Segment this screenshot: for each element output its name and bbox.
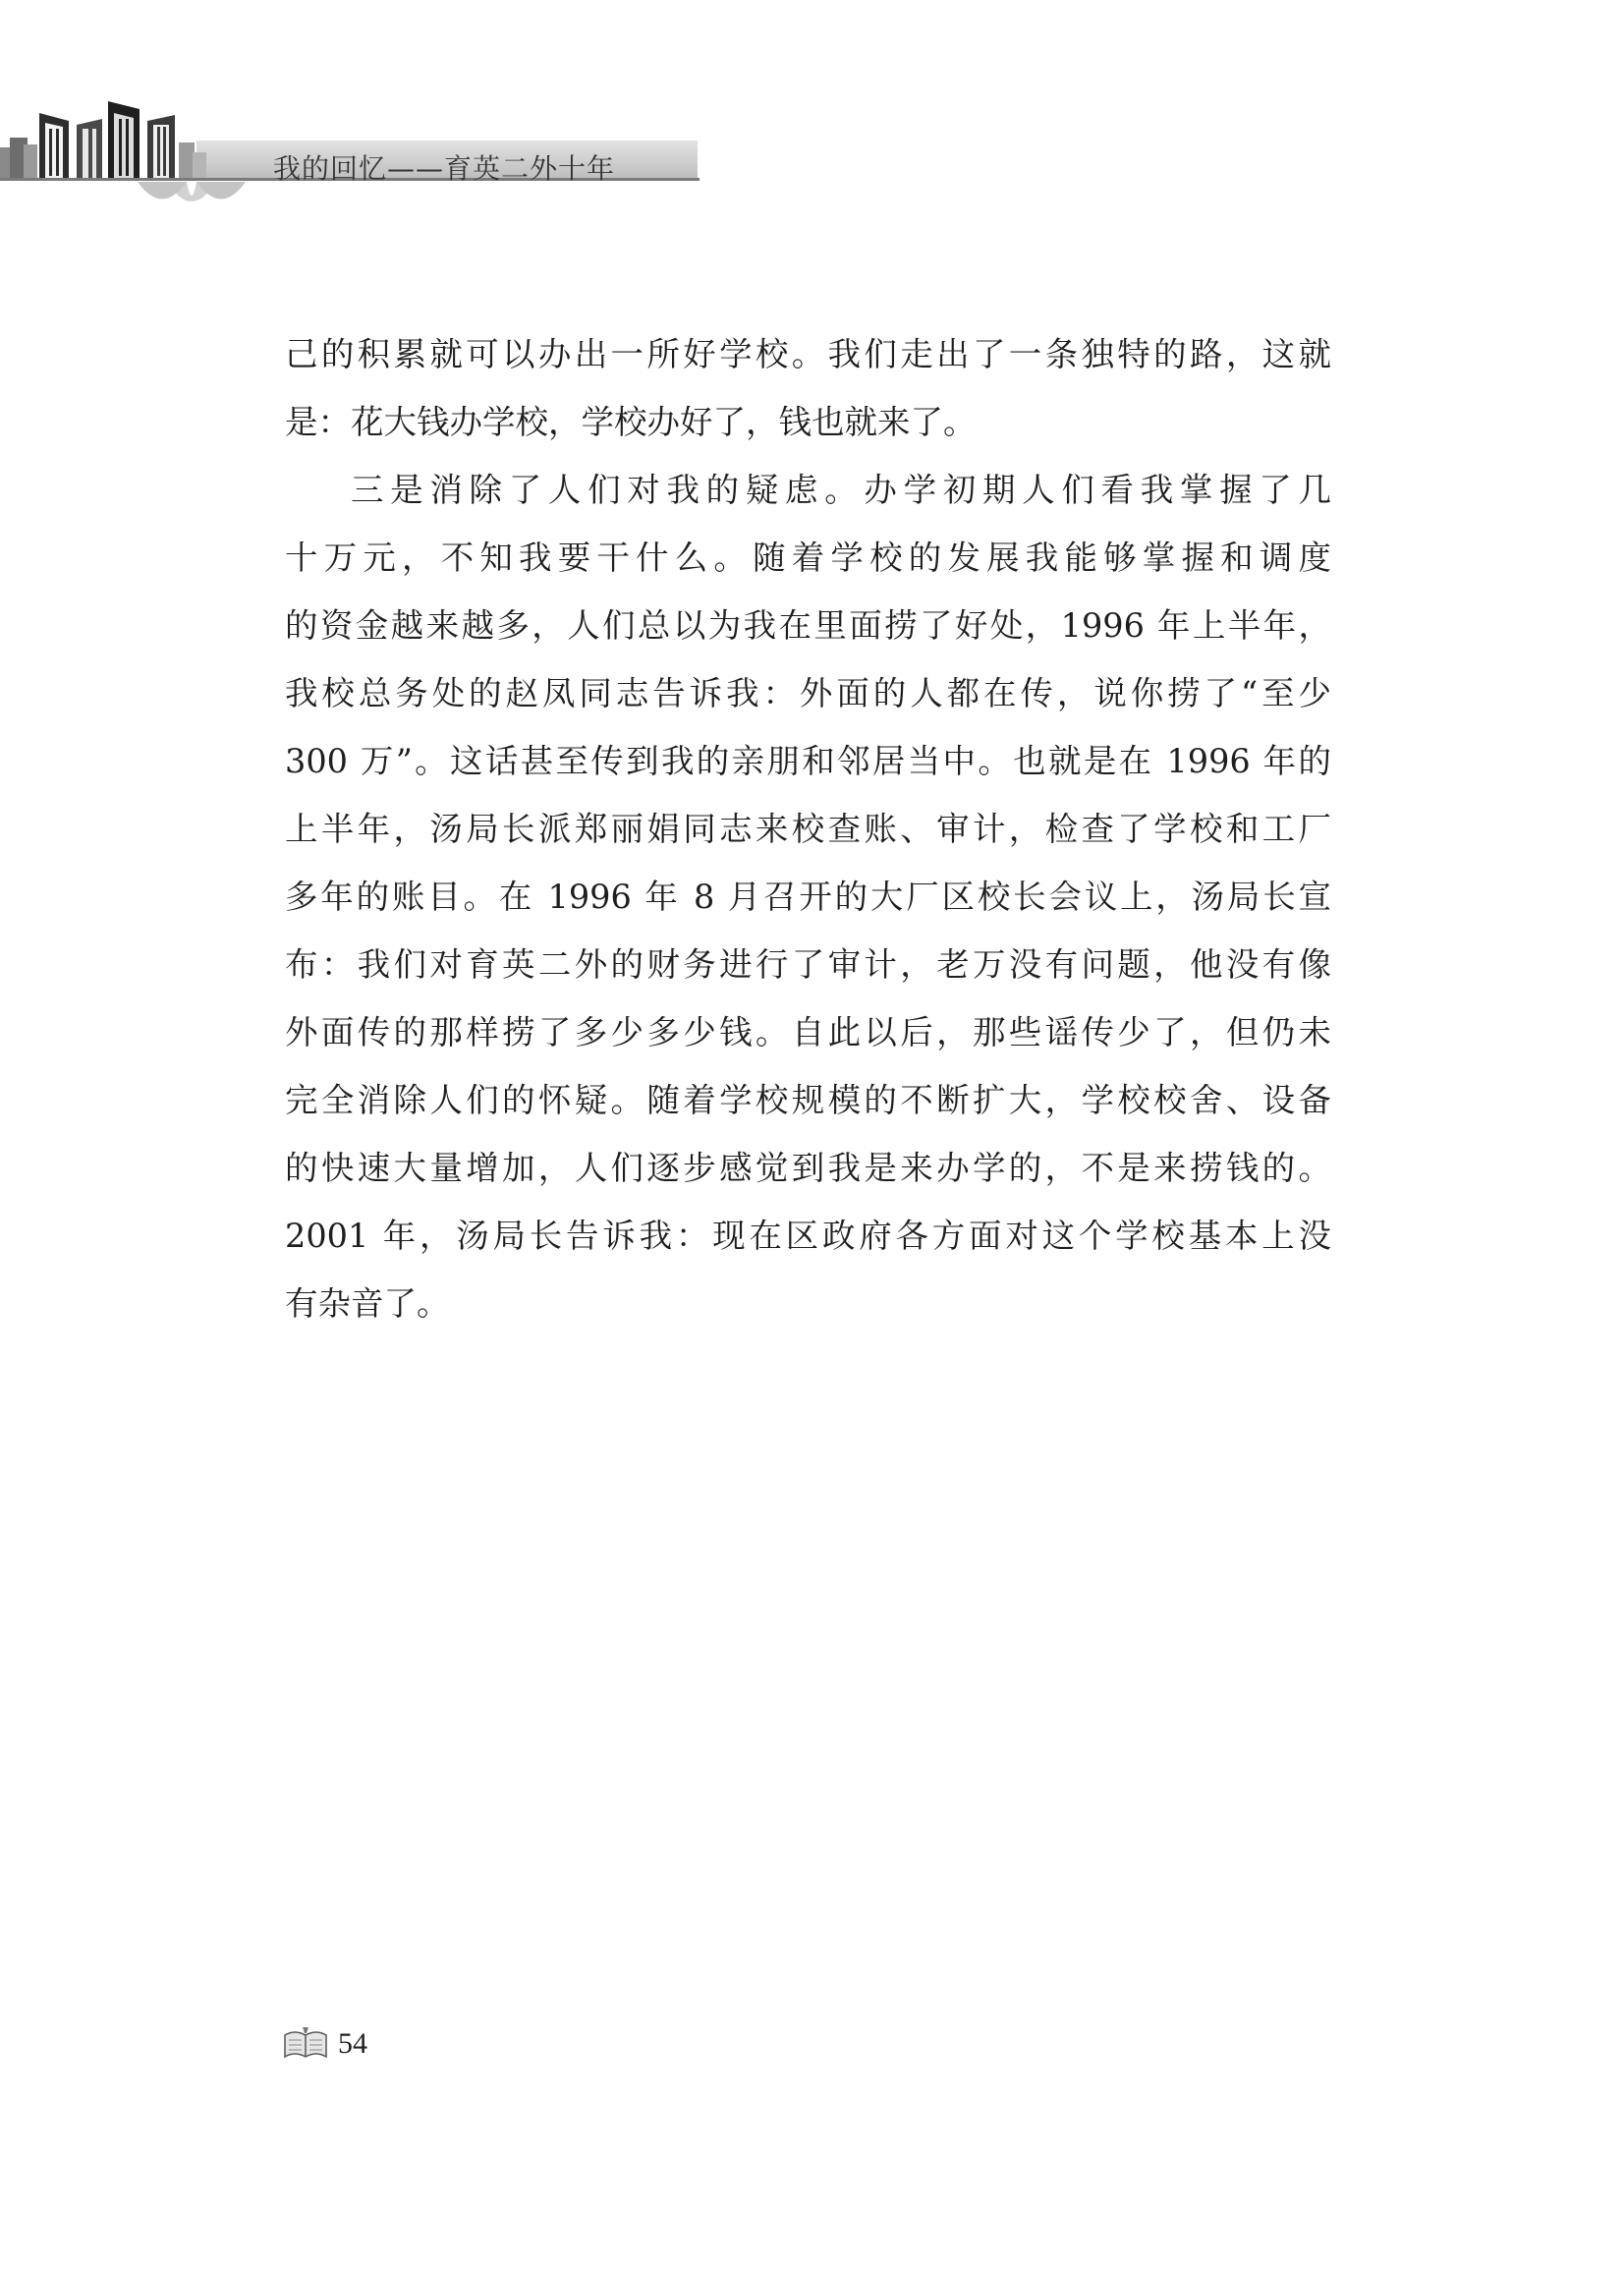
text-line: 完全消除人们的怀疑。随着学校规模的不断扩大，学校校舍、设备 [285, 1081, 1331, 1119]
text-line: 十万元，不知我要干什么。随着学校的发展我能够掌握和调度 [285, 539, 1331, 577]
text-line: 我校总务处的赵凤同志告诉我：外面的人都在传，说你捞了“至少 [285, 674, 1331, 712]
text-line: 上半年，汤局长派郑丽娟同志来校查账、审计，检查了学校和工厂 [285, 810, 1331, 848]
header-title: 我的回忆——育英二外十年 [273, 152, 616, 185]
text-line: 外面传的那样捞了多少多少钱。自此以后，那些谣传少了，但仍未 [285, 1013, 1331, 1051]
book-icon [283, 2023, 328, 2063]
page-number: 54 [338, 2027, 367, 2060]
running-header [0, 93, 707, 231]
text-line: 的快速大量增加，人们逐步感觉到我是来办学的，不是来捞钱的。 [285, 1149, 1331, 1187]
text-line: 布：我们对育英二外的财务进行了审计，老万没有问题，他没有像 [285, 945, 1331, 984]
text-line: 300 万”。这话甚至传到我的亲朋和邻居当中。也就是在 1996 年的 [285, 742, 1331, 780]
text-line: 己的积累就可以办出一所好学校。我们走出了一条独特的路，这就 [285, 335, 1331, 373]
text-line: 是：花大钱办学校，学校办好了，钱也就来了。 [285, 403, 977, 441]
body-text [285, 320, 1331, 1337]
text-line: 2001 年，汤局长告诉我：现在区政府各方面对这个学校基本上没 [285, 1217, 1331, 1255]
text-line: 的资金越来越多，人们总以为我在里面捞了好处，1996 年上半年， [285, 606, 1331, 645]
text-line: 有杂音了。 [285, 1284, 450, 1323]
text-line: 多年的账目。在 1996 年 8 月召开的大厂区校长会议上，汤局长宣 [285, 878, 1331, 916]
paragraph-first-line: 三是消除了人们对我的疑虑。办学初期人们看我掌握了几 [351, 471, 1331, 509]
